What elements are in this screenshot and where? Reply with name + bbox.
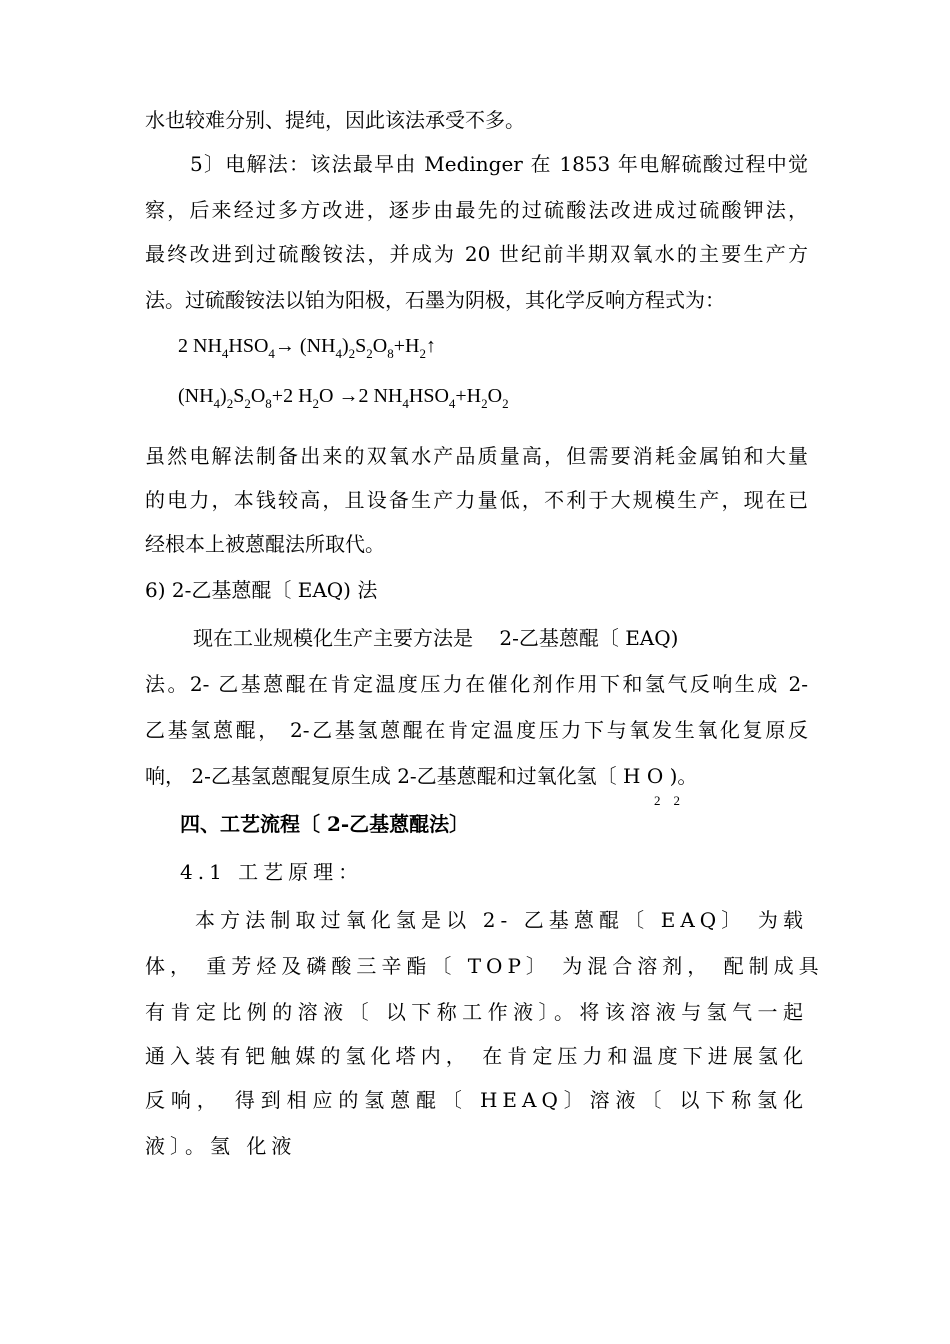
paragraph-line: 响， 2-乙基氢蒽醌复原生成 2-乙基蒽醌和过氧化氢〔 H O )。 (145, 764, 698, 788)
eq-subscript: 8 (265, 396, 272, 411)
eq-subscript: 2 (481, 396, 488, 411)
eq-subscript: 2 (419, 346, 426, 361)
eq-subscript: 2 (366, 346, 373, 361)
paragraph-line: 最终改进到过硫酸铵法，并成为 20 世纪前半期双氧水的主要生产方 (145, 242, 808, 266)
paragraph-line: 的电力，本钱较高，且设备生产力量低，不利于大规模生产，现在已 (145, 488, 808, 512)
eq-text: (NH (178, 385, 214, 407)
paragraph-line: 经根本上被蒽醌法所取代。 (145, 532, 385, 556)
chemical-equation-2 (178, 386, 509, 410)
eq-subscript: 2 (226, 396, 234, 411)
eq-text: +H (393, 335, 420, 357)
eq-text: → (NH (274, 335, 336, 357)
eq-subscript: 2 (348, 346, 356, 361)
eq-subscript: 4 (448, 396, 456, 411)
eq-text: HSO (228, 335, 269, 357)
eq-text: S (233, 385, 245, 407)
section-heading: 四、工艺流程〔 2-乙基蒽醌法〕 (180, 812, 470, 836)
eq-subscript: 8 (387, 346, 394, 361)
eq-subscript: 4 (335, 346, 342, 361)
paragraph-line: 本方法制取过氧化氢是以 2- 乙基蒽醌〔 EAQ〕 为载 (195, 908, 808, 932)
paragraph-line: 有肯定比例的溶液〔 以下称工作液〕。将该溶液与氢气一起 (145, 1000, 808, 1024)
paragraph-line: 通入装有钯触媒的氢化塔内， 在肯定压力和温度下进展氢化 (145, 1044, 808, 1068)
paragraph-line: 现在工业规模化生产主要方法是 2-乙基蒽醌〔 EAQ) (193, 626, 679, 650)
eq-subscript: 4 (213, 396, 221, 411)
eq-text: O (487, 385, 503, 407)
subsection-heading: 4.1 工艺原理： (180, 860, 364, 884)
eq-subscript: 4 (402, 396, 409, 411)
paragraph-line: 5〕电解法：该法最早由 Medinger 在 1853 年电解硫酸过程中觉 (190, 152, 808, 176)
paragraph-line: 察，后来经过多方改进，逐步由最先的过硫酸法改进成过硫酸钾法， (145, 198, 808, 222)
eq-subscript: 2 (244, 396, 251, 411)
eq-text: O (372, 335, 388, 357)
paragraph-line: 体， 重芳烃及磷酸三辛酯〔 TOP〕 为混合溶剂， 配制成具 (145, 954, 824, 978)
paragraph-line: 法。过硫酸铵法以铂为阳极，石墨为阴极，其化学反响方程式为： (145, 288, 725, 312)
eq-text: S (355, 335, 367, 357)
section-heading: 6) 2-乙基蒽醌〔 EAQ) 法 (145, 578, 378, 602)
eq-text: HSO (408, 385, 449, 407)
chemical-equation-1 (178, 336, 436, 360)
eq-subscript: 4 (268, 346, 275, 361)
eq-subscript: 2 (312, 396, 320, 411)
eq-text: O →2 NH (319, 385, 403, 407)
eq-text: 2 NH (178, 335, 222, 357)
formula-subscript: 2 2 (654, 793, 681, 808)
eq-subscript: 4 (221, 346, 229, 361)
eq-text: O (250, 385, 266, 407)
eq-text: +H (455, 385, 482, 407)
eq-text: ) (341, 335, 349, 357)
paragraph-line: 液〕。氢 化液 (145, 1134, 297, 1158)
eq-text: ↑ (425, 335, 436, 357)
paragraph-line: 虽然电解法制备出来的双氧水产品质量高，但需要消耗金属铂和大量 (145, 444, 808, 468)
paragraph-line: 法。2- 乙基蒽醌在肯定温度压力在催化剂作用下和氢气反响生成 2- (145, 672, 808, 696)
eq-text: +2 H (271, 385, 313, 407)
eq-text: ) (220, 385, 227, 407)
eq-subscript: 2 (502, 396, 509, 411)
paragraph-line: 乙基氢蒽醌， 2-乙基氢蒽醌在肯定温度压力下与氧发生氧化复原反 (145, 718, 808, 742)
paragraph-line: 反响， 得到相应的氢蒽醌〔 HEAQ〕溶液〔 以下称氢化 (145, 1088, 808, 1112)
paragraph-line: 水也较难分别、提纯，因此该法承受不多。 (145, 108, 525, 132)
